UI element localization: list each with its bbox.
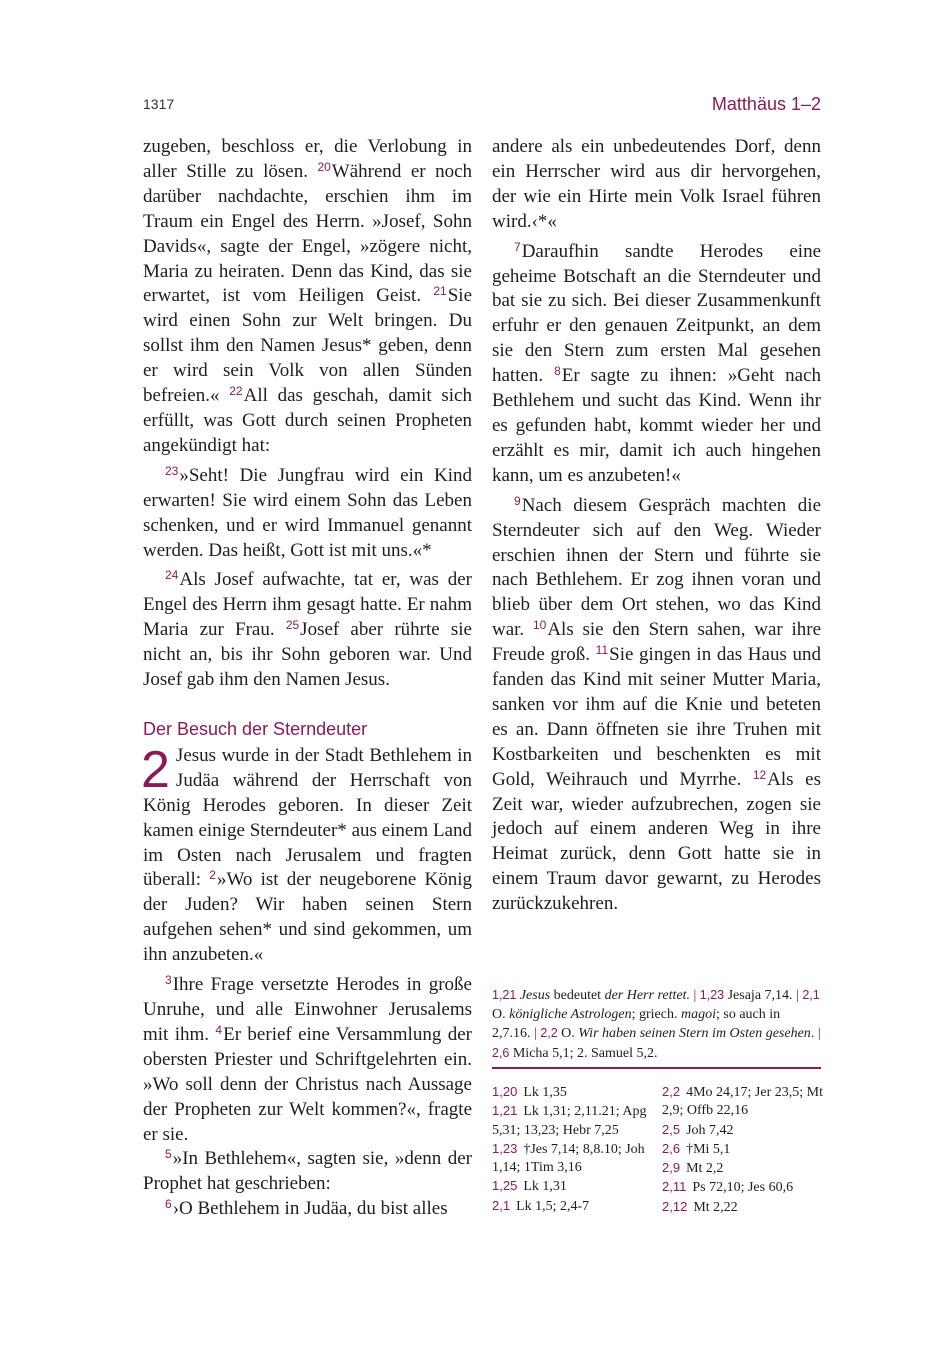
chapter-number: 2: [141, 740, 170, 799]
paragraph: [141, 740, 472, 968]
section-heading: Der Besuch der Sterndeuter: [143, 718, 368, 739]
quote-paragraph: [492, 135, 821, 235]
cross-reference-verse: 2,2: [662, 1084, 681, 1099]
footnote-text-part: Wir haben seinen Stern im Osten gesehen: [578, 1026, 811, 1041]
verse-text: All das geschah, damit sich erfüllt, was Gott durch seinen Propheten angekündigt hat:: [143, 385, 472, 456]
cross-reference-verse: 1,20: [492, 1084, 518, 1099]
paragraph: [143, 568, 472, 693]
footnote-ref: 1,21: [492, 988, 520, 1002]
verse-text: Ihre Frage versetzte Herodes in große Unruhe, und alle Einwohner Jerusalems mit ihm.: [143, 974, 472, 1045]
verse-number: 6: [165, 1197, 172, 1212]
footnote-text-part: ; griech.: [631, 1006, 681, 1022]
verse-number: 5: [165, 1147, 172, 1162]
footnote-text-part: Jesus: [519, 988, 551, 1003]
verse-number: 10: [532, 618, 547, 633]
cross-reference-verse: 1,23: [492, 1140, 518, 1156]
cross-references-left: [492, 1083, 652, 1216]
cross-reference-text: Lk 1,31; 2,11.21; Apg 5,31; 13,23; Hebr 7,25: [492, 1104, 647, 1138]
book-chapter-header: Matthäus 1–2: [711, 94, 821, 114]
cross-reference-verse: 1,25: [492, 1178, 518, 1194]
verse-number: 21: [433, 284, 447, 299]
cross-reference: [662, 1178, 827, 1197]
footnote-text-part: O.: [561, 1026, 579, 1041]
verse-text: zugeben, beschloss er, die Verlobung in aller Stille zu lösen.: [143, 136, 472, 182]
footnote-text-part: O.: [492, 1006, 510, 1022]
footnote-ref: 2,1: [802, 988, 820, 1002]
right-text-column: [492, 135, 821, 917]
paragraph: [492, 494, 821, 917]
verse-text: Sie wird einen Sohn zur Welt bringen. Du sollst ihm den Namen Jesus* geben, denn er wird sein Volk von allen Sünden befreien.«: [143, 285, 473, 407]
cross-reference-verse: 2,11: [662, 1179, 687, 1195]
verse-number: 24: [165, 568, 179, 583]
verse-text: Er sagte zu ihnen: »Geht nach Bethlehem und sucht das Kind. Wenn ihr es gefunden habt, kommt wieder her und erzählt es mir, damit ich auch hingehen kann, um es anzubeten!«: [492, 365, 821, 486]
cross-reference: [492, 1197, 652, 1216]
cross-reference: [662, 1198, 827, 1217]
footnote-divider: [492, 1067, 821, 1069]
verse-number: 8: [554, 364, 561, 379]
paragraph: [492, 240, 821, 489]
footnote-text: [492, 986, 822, 1063]
footnote-separator: |: [814, 1026, 821, 1041]
footnote-text-part: Jesaja 7,14.: [727, 988, 793, 1003]
footnote-separator: |: [792, 988, 803, 1003]
left-text-column: [143, 135, 472, 1222]
cross-reference-text: Lk 1,35: [523, 1085, 567, 1100]
cross-reference: [492, 1102, 652, 1140]
verse-text: Sie gingen in das Haus und fanden das Kind mit seiner Mutter Maria, sanken vor ihm auf die Knie und beteten es an. Dann öffneten sie ihre Truhen mit Kostbarkeiten und beschenkten es mit Gold, Weihrauch und Myrrhe.: [492, 644, 822, 790]
cross-reference-text: Lk 1,5; 2,4-7: [516, 1198, 590, 1214]
verse-text: »In Bethlehem«, sagten sie, »denn der Prophet hat geschrieben:: [143, 1148, 472, 1195]
cross-reference-verse: 2,6: [662, 1140, 681, 1156]
cross-reference-text: Ps 72,10; Jes 60,6: [692, 1180, 794, 1196]
cross-reference-text: Lk 1,31: [523, 1179, 567, 1195]
paragraph: [143, 135, 472, 459]
cross-reference-text: Mt 2,22: [693, 1199, 738, 1215]
verse-text: Als sie den Stern sahen, war ihre Freude groß.: [492, 619, 822, 666]
verse-number: 11: [595, 643, 609, 658]
cross-reference-verse: 2,12: [662, 1198, 688, 1214]
verse-number: 2: [209, 868, 216, 883]
footnote-ref: 1,23: [699, 988, 728, 1002]
cross-reference-text: †Jes 7,14; 8,8.10; Joh 1,14; 1Tim 3,16: [492, 1141, 645, 1176]
verse-text: andere als ein unbedeutendes Dorf, denn ein Herrscher wird aus dir hervorgehen, der wie ein Hirte mein Volk Israel führen wird.‹*«: [492, 136, 821, 232]
verse-number: 25: [285, 618, 300, 633]
verse-number: 12: [752, 767, 767, 782]
verse-number: 7: [514, 239, 521, 254]
footnote-separator: |: [689, 988, 700, 1003]
verse-text: Daraufhin sandte Herodes eine geheime Botschaft an die Sterndeuter und bat sie zu sich. Bei dieser Zusammenkunft erfuhr er den genauen Zeitpunkt, an dem sie den Stern zum ersten Mal gesehen hatten.: [492, 240, 821, 387]
paragraph: [143, 1147, 472, 1197]
cross-reference: [662, 1159, 827, 1178]
verse-text: Nach diesem Gespräch machten die Sterndeuter sich auf den Weg. Wieder erschien ihnen der Stern und führte sie nach Bethlehem. Er zog ihnen voran und blieb über dem Ort stehen, wo das Kind war.: [492, 494, 821, 641]
verse-text: Josef aber rührte sie nicht an, bis ihr Sohn geboren war. Und Josef gab ihm den Namen Jesus.: [143, 619, 472, 691]
cross-reference-text: †Mi 5,1: [686, 1141, 731, 1157]
page-number: 1317: [143, 96, 175, 112]
cross-reference-verse: 2,9: [662, 1160, 681, 1176]
verse-text: »Wo ist der neugeborene König der Juden? Wir haben seinen Stern aufgehen sehen* und sind gekommen, um ihn anzubeten.«: [143, 869, 472, 966]
footnote-text-part: bedeutet: [550, 988, 605, 1003]
quote-paragraph: [143, 1197, 472, 1222]
footnote-text-part: Micha 5,1; 2. Samuel 5,2.: [512, 1045, 658, 1061]
verse-number: 23: [165, 463, 179, 478]
quote-paragraph: [143, 464, 472, 564]
verse-number: 20: [317, 159, 331, 174]
cross-reference: [492, 1083, 652, 1102]
cross-reference: [662, 1121, 827, 1140]
footnotes: [492, 986, 822, 1063]
verse-text: Während er noch darüber nachdachte, erschien ihm im Traum ein Engel des Herrn. »Josef, Sohn Davids«, sagte der Engel, »zögere nicht, Maria zu heiraten. Denn das Kind, das sie erwartet, ist vom Heiligen Geist.: [143, 160, 473, 307]
footnote-separator: |: [530, 1026, 541, 1041]
footnote-text-part: ; so auch in 2,7.16.: [492, 1006, 781, 1041]
footnote-text-part: der Herr rettet.: [604, 988, 690, 1003]
verse-number: 9: [514, 493, 521, 508]
cross-references-right: [662, 1083, 827, 1217]
footnote-text-part: magoi: [680, 1006, 716, 1022]
verse-text: Als Josef aufwachte, tat er, was der Engel des Herrn ihm gesagt hatte. Er nahm Maria zur Frau.: [143, 569, 472, 641]
verse-text: ›O Bethlehem in Judäa, du bist alles: [172, 1198, 448, 1220]
cross-reference-text: Joh 7,42: [686, 1122, 734, 1138]
cross-reference-text: 4Mo 24,17; Jer 23,5; Mt 2,9; Offb 22,16: [662, 1085, 823, 1119]
footnote-text-part: .: [810, 1026, 815, 1041]
cross-reference: [492, 1177, 652, 1196]
cross-reference-verse: 2,1: [492, 1197, 511, 1213]
cross-reference-verse: 2,5: [662, 1121, 681, 1137]
cross-reference-verse: 1,21: [492, 1103, 518, 1119]
verse-text: Er berief eine Versammlung der obersten Priester und Schriftgelehrten ein. »Wo soll denn der Christus nach Aussage der Propheten zur Welt kommen?«, fragte er sie.: [143, 1023, 472, 1145]
verse-text: Jesus wurde in der Stadt Bethlehem in Judäa während der Herrschaft von König Herodes geboren. In dieser Zeit kamen einige Sterndeuter* aus einem Land im Osten nach Jerusalem und fragten überall:: [143, 744, 472, 891]
paragraph: [143, 973, 472, 1147]
cross-reference: [662, 1140, 827, 1159]
footnote-ref: 2,2: [540, 1026, 562, 1040]
cross-reference-text: Mt 2,2: [686, 1161, 724, 1177]
verse-text: Als es Zeit war, wieder aufzubrechen, zogen sie jedoch auf einem anderen Weg in ihre Heimat zurück, denn Gott hatte sie in einem Traum davor gewarnt, zu Herodes zurückzukehren.: [492, 768, 821, 915]
verse-number: 22: [229, 384, 243, 399]
verse-number: 4: [215, 1022, 223, 1037]
verse-text: »Seht! Die Jungfrau wird ein Kind erwarten! Sie wird einem Sohn das Leben schenken, und er wird Immanuel genannt werden. Das heißt, Gott ist mit uns.«*: [143, 464, 472, 561]
footnote-ref: 2,6: [492, 1045, 513, 1060]
cross-reference: [662, 1083, 827, 1121]
cross-reference: [492, 1140, 652, 1178]
footnote-text-part: königliche Astrologen: [509, 1006, 632, 1022]
verse-number: 3: [165, 973, 172, 988]
